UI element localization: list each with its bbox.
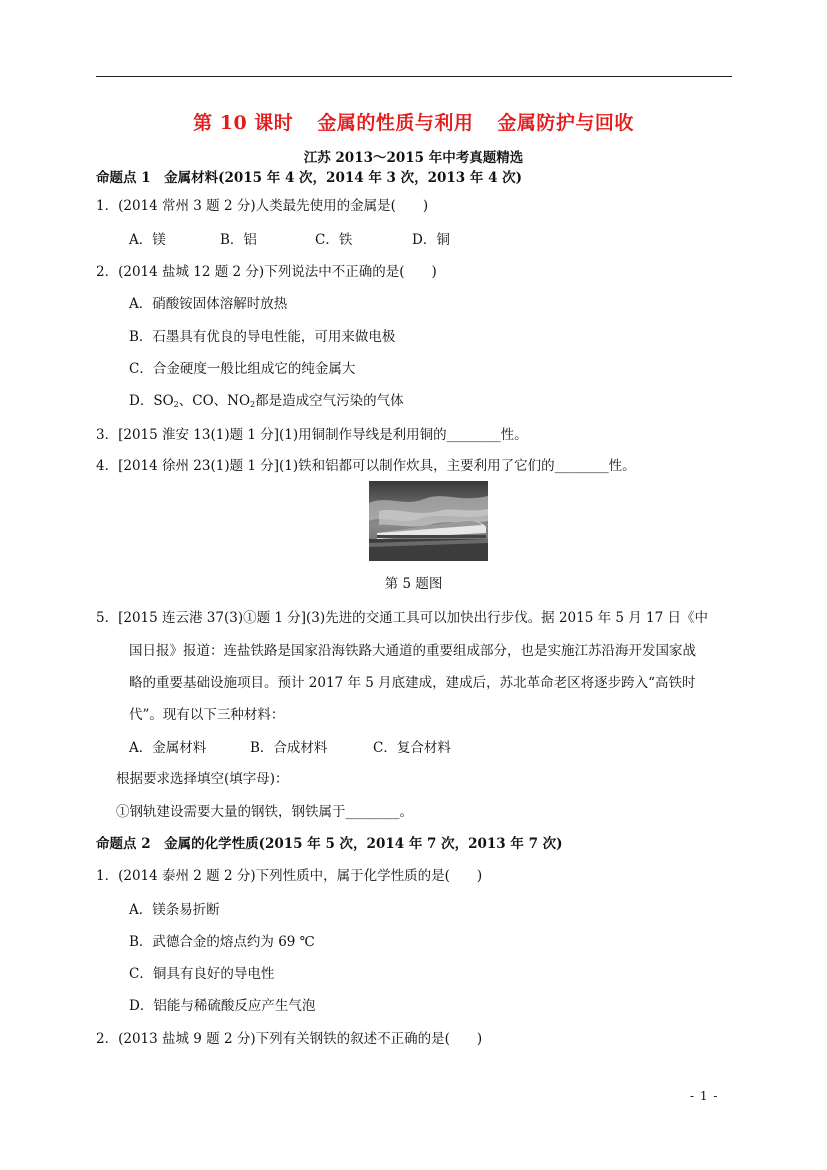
- lesson-topic-2: 金属防护与回收: [497, 112, 634, 134]
- s2-q1-option-b: B．武德合金的熔点约为 69 ℃: [129, 934, 315, 950]
- high-speed-train-photo: [369, 481, 488, 561]
- page-number: - 1 -: [690, 1089, 719, 1103]
- s1-q2-option-d: D．$SO_2$、CO、$NO_2$都是造成空气污染的气体: [129, 393, 404, 409]
- s2-question-2: 2．(2013 盐城 9 题 2 分)下列有关钢铁的叙述不正确的是( ): [96, 1031, 483, 1047]
- s2-q1-option-c: C．铜具有良好的导电性: [129, 966, 275, 982]
- s1-q1-option-a: A．镁: [129, 232, 166, 248]
- s1-q5-line-2: 国日报》报道：连盐铁路是国家沿海铁路大通道的重要组成部分，也是实施江苏沿海开发国家战: [129, 643, 696, 659]
- s1-question-2: 2．(2014 盐城 12 题 2 分)下列说法中不正确的是( ): [96, 264, 437, 280]
- s1-q5-option-a: A．金属材料: [129, 740, 207, 756]
- s2-q1-option-d: D．铝能与稀硫酸反应产生气泡: [129, 998, 316, 1014]
- s2-question-1: 1．(2014 泰州 2 题 2 分)下列性质中，属于化学性质的是( ): [96, 868, 483, 884]
- lesson-number: 第 10 课时: [193, 112, 294, 134]
- lesson-topic-1: 金属的性质与利用: [317, 112, 474, 134]
- section-1-heading: 命题点 1 金属材料(2015 年 4 次，2014 年 3 次，2013 年 4 次): [96, 170, 523, 186]
- s1-q2-option-a: A．硝酸铵固体溶解时放热: [129, 296, 288, 312]
- s1-q1-option-c: C．铁: [315, 232, 353, 248]
- s1-q5-instruction: 根据要求选择填空(填字母)：: [116, 771, 289, 787]
- s1-q2-option-c: C．合金硬度一般比组成它的纯金属大: [129, 361, 356, 377]
- s1-q1-option-d: D．铜: [412, 232, 450, 248]
- s1-q5-line-4: 代”。现有以下三种材料：: [129, 707, 285, 723]
- s1-question-3: 3．[2015 淮安 13(1)题 1 分](1)用铜制作导线是利用铜的________性。: [96, 427, 528, 443]
- section-2-heading: 命题点 2 金属的化学性质(2015 年 5 次，2014 年 7 次，2013 年 7 次): [96, 836, 563, 852]
- page-subtitle: 江苏 2013～2015 年中考真题精选: [303, 150, 524, 166]
- s1-q5-line-3: 略的重要基础设施项目。预计 2017 年 5 月底建成，建成后，苏北革命老区将逐步跨入“高铁时: [129, 675, 696, 691]
- s1-q2-option-b: B．石墨具有优良的导电性能，可用来做电极: [129, 329, 396, 345]
- s1-q1-option-b: B．铝: [220, 232, 257, 248]
- s1-q5-line-1: 5．[2015 连云港 37(3)①题 1 分](3)先进的交通工具可以加快出行步伐。据 2015 年 5 月 17 日《中: [96, 610, 709, 626]
- s2-q1-option-a: A．镁条易折断: [129, 902, 220, 918]
- header-rule: [96, 76, 732, 77]
- s1-q5-option-c: C．复合材料: [373, 740, 451, 756]
- figure-5-caption: 第 5 题图: [384, 576, 443, 592]
- s1-q5-option-b: B．合成材料: [250, 740, 328, 756]
- lesson-title: [0, 108, 827, 135]
- s1-question-1: 1．(2014 常州 3 题 2 分)人类最先使用的金属是( ): [96, 198, 429, 214]
- s1-question-4: 4．[2014 徐州 23(1)题 1 分](1)铁和铝都可以制作炊具，主要利用了它们的________性。: [96, 458, 636, 474]
- s1-q5-subquestion-1: ①钢轨建设需要大量的钢铁，钢铁属于________。: [116, 804, 413, 820]
